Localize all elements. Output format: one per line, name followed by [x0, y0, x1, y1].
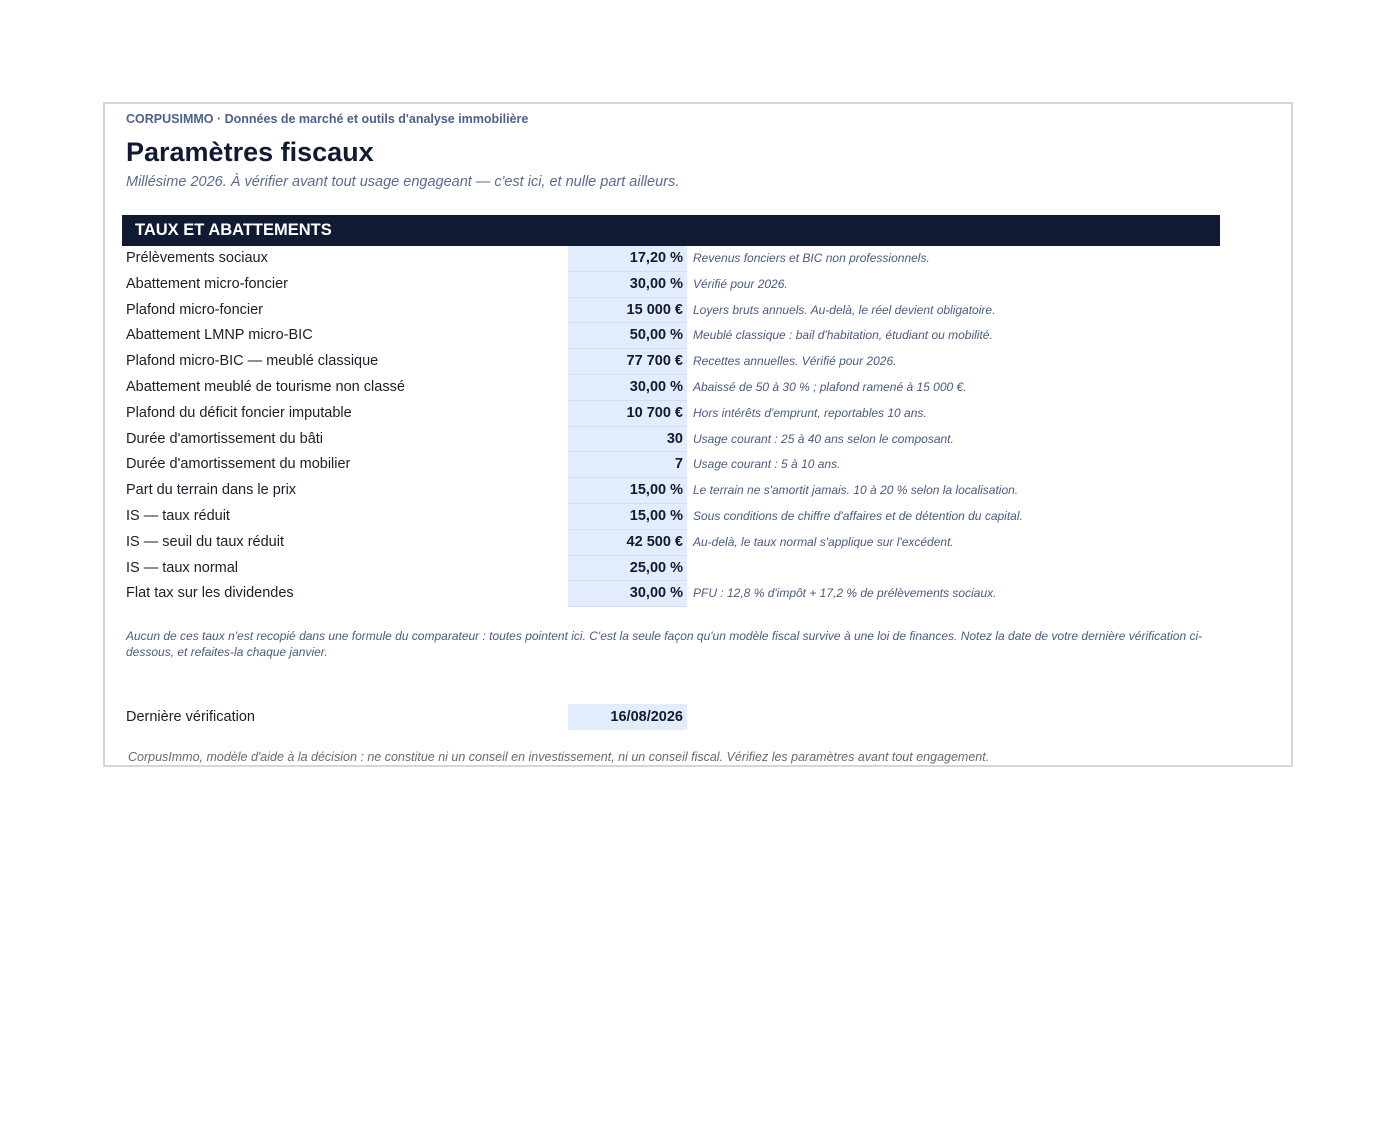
parameter-value-cell[interactable]: 17,20 %	[568, 246, 687, 272]
parameter-label: Plafond du déficit foncier imputable	[126, 404, 352, 421]
fiscal-parameters-sheet	[103, 102, 1293, 767]
parameter-label: Part du terrain dans le prix	[126, 482, 297, 499]
parameter-value-cell[interactable]: 15,00 %	[568, 504, 687, 530]
parameter-row	[105, 427, 1295, 453]
parameter-note: Abaissé de 50 à 30 % ; plafond ramené à 15 000 €.	[693, 379, 967, 394]
parameter-value-cell[interactable]: 15 000 €	[568, 298, 687, 324]
parameter-label: Plafond micro-BIC — meublé classique	[126, 353, 379, 370]
parameters-table	[105, 246, 1295, 607]
parameter-row	[105, 530, 1295, 556]
parameter-note: PFU : 12,8 % d'impôt + 17,2 % de prélèvements sociaux.	[693, 586, 997, 601]
parameter-value-cell[interactable]: 50,00 %	[568, 323, 687, 349]
last-verification-date-cell[interactable]: 16/08/2026	[568, 704, 687, 730]
parameter-value-cell[interactable]: 30,00 %	[568, 375, 687, 401]
parameter-row	[105, 375, 1295, 401]
parameter-note: Au-delà, le taux normal s'applique sur l'excédent.	[693, 534, 954, 549]
parameter-row	[105, 556, 1295, 582]
parameter-label: IS — seuil du taux réduit	[126, 533, 284, 550]
parameter-value-cell[interactable]: 77 700 €	[568, 349, 687, 375]
parameter-row	[105, 452, 1295, 478]
parameter-label: IS — taux normal	[126, 559, 239, 576]
last-verification-label: Dernière vérification	[126, 709, 255, 725]
parameter-note: Hors intérêts d'emprunt, reportables 10 ans.	[693, 405, 927, 420]
parameter-row	[105, 272, 1295, 298]
parameter-value-cell[interactable]: 7	[568, 452, 687, 478]
parameter-note: Recettes annuelles. Vérifié pour 2026.	[693, 354, 897, 369]
parameter-note: Sous conditions de chiffre d'affaires et de détention du capital.	[693, 508, 1023, 523]
parameter-value-cell[interactable]: 10 700 €	[568, 401, 687, 427]
parameter-row	[105, 349, 1295, 375]
parameter-value-cell[interactable]: 30	[568, 427, 687, 453]
parameter-label: Prélèvements sociaux	[126, 250, 268, 266]
section-header-rates: TAUX ET ABATTEMENTS	[122, 215, 1220, 246]
parameter-label: Durée d'amortissement du bâti	[126, 430, 324, 447]
parameter-value-cell[interactable]: 42 500 €	[568, 530, 687, 556]
page-title: Paramètres fiscaux	[126, 137, 374, 167]
parameter-row	[105, 401, 1295, 427]
disclaimer: CorpusImmo, modèle d'aide à la décision : ne constitue ni un conseil en investissement, ni un conseil fiscal. Vérifiez les paramètres avant tout engagement.	[128, 750, 990, 764]
parameter-row	[105, 298, 1295, 324]
parameter-note: Revenus fonciers et BIC non professionnels.	[693, 251, 930, 265]
parameter-value-cell[interactable]: 30,00 %	[568, 581, 687, 607]
parameter-note: Usage courant : 25 à 40 ans selon le composant.	[693, 431, 954, 446]
parameter-label: Abattement meublé de tourisme non classé	[126, 378, 405, 395]
parameter-value-cell[interactable]: 30,00 %	[568, 272, 687, 298]
parameter-row	[105, 504, 1295, 530]
parameter-label: Durée d'amortissement du mobilier	[126, 456, 351, 473]
parameter-value-cell[interactable]: 15,00 %	[568, 478, 687, 504]
parameter-note: Usage courant : 5 à 10 ans.	[693, 457, 841, 472]
explanation-note: Aucun de ces taux n'est recopié dans une formule du comparateur : toutes pointent ici. C'est la seule façon qu'un modèle fiscal survive à une loi de finances. Notez la date de votre dernière vérification ci-dessous, et refaites-la chaque janvier.	[126, 629, 1203, 659]
parameter-value-cell[interactable]: 25,00 %	[568, 556, 687, 582]
parameter-label: Plafond micro-foncier	[126, 301, 263, 318]
parameter-row	[105, 581, 1295, 607]
parameter-label: Abattement micro-foncier	[126, 275, 288, 292]
parameter-note: Le terrain ne s'amortit jamais. 10 à 20 % selon la localisation.	[693, 483, 1019, 498]
parameter-note: Meublé classique : bail d'habitation, étudiant ou mobilité.	[693, 328, 993, 343]
parameter-row	[105, 478, 1295, 504]
parameter-note: Vérifié pour 2026.	[693, 276, 788, 291]
brand-line: CORPUSIMMO · Données de marché et outils d'analyse immobilière	[126, 112, 529, 126]
parameter-row	[105, 323, 1295, 349]
page-subtitle: Millésime 2026. À vérifier avant tout usage engageant — c'est ici, et nulle part ailleurs.	[126, 174, 680, 190]
parameter-note: Loyers bruts annuels. Au-delà, le réel devient obligatoire.	[693, 302, 996, 317]
parameter-label: Abattement LMNP micro-BIC	[126, 327, 313, 344]
parameter-label: IS — taux réduit	[126, 507, 230, 524]
parameter-row	[105, 246, 1295, 272]
parameter-label: Flat tax sur les dividendes	[126, 585, 294, 602]
